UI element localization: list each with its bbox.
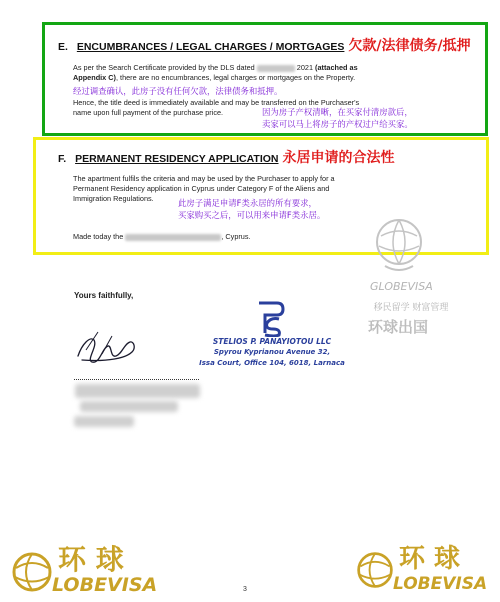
logo-right-cn: 环 球 xyxy=(399,544,461,574)
signature-drawing xyxy=(72,326,142,372)
section-e-title-cn: 欠款/法律债务/抵押 xyxy=(348,38,471,54)
redacted-extra xyxy=(74,416,134,427)
watermark-brand-cn: 环球出国 xyxy=(368,318,429,336)
section-e-note-2b: 卖家可以马上将房子的产权过户给买家。 xyxy=(262,119,413,129)
watermark-globe-icon xyxy=(371,212,427,278)
redacted-name xyxy=(75,384,200,398)
footer-logo-right xyxy=(353,538,498,598)
logo-left-en: LOBEVISA xyxy=(52,574,158,596)
watermark-brand-en: GLOBEVISA xyxy=(370,280,433,293)
section-f-note-b: 买家购买之后，可以用来申请F类永居。 xyxy=(178,210,326,220)
section-e-note-2a: 因为房子产权清晰，在买家付清房款后， xyxy=(262,107,413,117)
footer-logo-left xyxy=(8,538,168,598)
section-f-title-cn: 永居申请的合法性 xyxy=(282,150,395,166)
watermark-right xyxy=(326,212,496,342)
stamp-logo-icon xyxy=(249,299,289,337)
globe-logo-icon-right xyxy=(355,550,395,590)
globe-logo-icon xyxy=(10,550,54,594)
section-f-heading: F. PERMANENT RESIDENCY APPLICATION 永居申请的合法性 xyxy=(58,150,395,166)
section-e-paragraph-2: Hence, the title deed is immediately available and may be transferred on the Purchaser's name upon full payment of the purchase price. xyxy=(73,98,360,117)
section-e-note-1: 经过调查确认，此房子没有任何欠款，法律债务和抵押。 xyxy=(73,86,283,96)
redacted-date xyxy=(257,65,295,72)
stamp-address-1: Spyrou Kyprianou Avenue 32, xyxy=(213,348,331,356)
section-e-paragraph-1: As per the Search Certificate provided by the DLS dated 2021 (attached as Appendix C), there are no encumbrances, legal charges or mortgages on the Property. xyxy=(73,63,358,82)
watermark-slogan: 移民留学 财富管理 xyxy=(373,303,449,313)
redacted-date-2 xyxy=(125,234,221,241)
closing-text: Yours faithfully, xyxy=(74,291,134,300)
section-f-note-a: 此房子满足申请F类永居的所有要求， xyxy=(178,198,317,208)
page-number: 3 xyxy=(243,586,247,593)
signature-line xyxy=(74,379,199,380)
section-f-paragraph-1: The apartment fulfils the criteria and may be used by the Purchaser to apply for a Permanent Residency application in Cyprus under Category F of the Aliens and Immigration Regulations. xyxy=(73,174,335,203)
section-e-title: ENCUMBRANCES / LEGAL CHARGES / MORTGAGES xyxy=(76,41,345,53)
section-e-heading: E. ENCUMBRANCES / LEGAL CHARGES / MORTGAGES 欠款/法律债务/抵押 xyxy=(58,38,471,54)
logo-left-cn: 环 球 xyxy=(58,543,124,576)
redacted-title xyxy=(80,401,178,412)
logo-right-en: LOBEVISA xyxy=(393,574,488,594)
made-today-line: Made today the , Cyprus. xyxy=(73,232,251,241)
stamp-company: STELIOS P. PANAYIOTOU LLC xyxy=(212,337,332,346)
stamp-address-2: Issa Court, Office 104, 6018, Larnaca xyxy=(199,359,345,367)
section-f-title: PERMANENT RESIDENCY APPLICATION xyxy=(75,153,279,165)
